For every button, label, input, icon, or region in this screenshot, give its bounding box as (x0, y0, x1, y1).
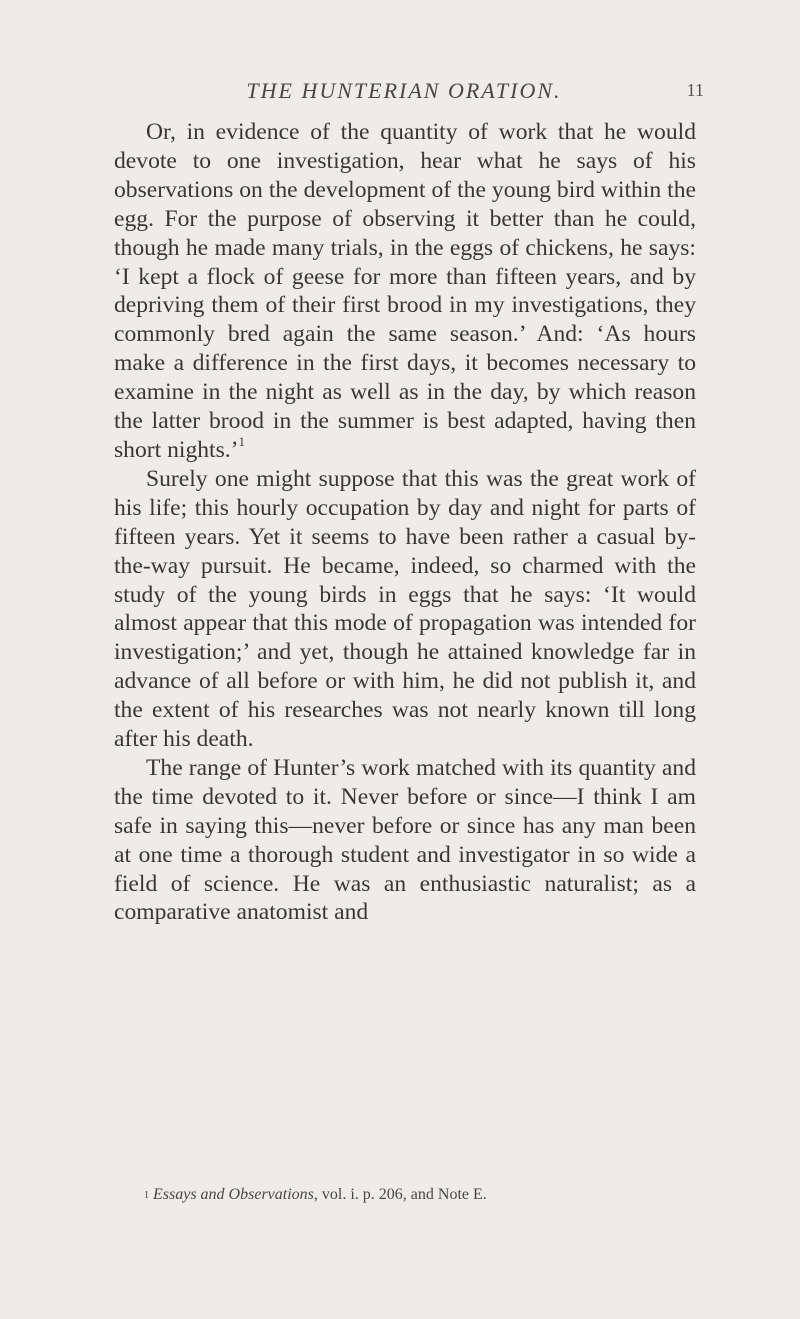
paragraph-2-text: Surely one might suppose that this was the great work of his life; this hourly occupation by day and night for parts of fifteen years. Yet it seems to have been rather a casual by-the-way pursuit. He became, indeed, so charmed with the study of the young birds in eggs that he says: ‘It would almost appear that this mode of propagation was intended for investigation;’ and yet, though he attained knowledge far in advance of all before or with him, he did not publish it, and the extent of his researches was not nearly known till long after his death. (114, 465, 696, 753)
paragraph-3 (114, 754, 696, 927)
paragraph-3-text: The range of Hunter’s work matched with its quantity and the time devoted to it. Never before or since—I think I am safe in saying this—never before or since has any man been at one time a thorough student and investigator in so wide a field of science. He was an enthusiastic naturalist; as a comparative anatomist and (114, 754, 696, 926)
body-text (114, 118, 696, 927)
page-header (114, 78, 704, 108)
footnote-title: Essays and Observations (153, 1186, 314, 1203)
page-number: 11 (686, 80, 704, 100)
footnote-reference: 1 (238, 433, 246, 449)
running-head: THE HUNTERIAN ORATION. (246, 78, 562, 103)
paragraph-1-text: Or, in evidence of the quantity of work that he would devote to one investigation, hear what he says of his observations on the development of the young bird within the egg. For the purpose of observing it better than he could, though he made many trials, in the eggs of chickens, he says: ‘I kept a flock of geese for more than fifteen years, and by depriving them of their first brood in my investigations, they commonly bred again the same season.’ And: ‘As hours make a difference in the first days, it becomes necessary to examine in the night as well as in the day, by which reason the latter brood in the summer is best adapted, having then short nights.’ (114, 119, 696, 463)
footnote-citation: , vol. i. p. 206, and Note E. (313, 1186, 487, 1203)
paragraph-1 (114, 118, 696, 465)
footnote (114, 1185, 696, 1205)
paragraph-2 (114, 465, 696, 754)
footnote-mark: 1 (144, 1190, 149, 1201)
